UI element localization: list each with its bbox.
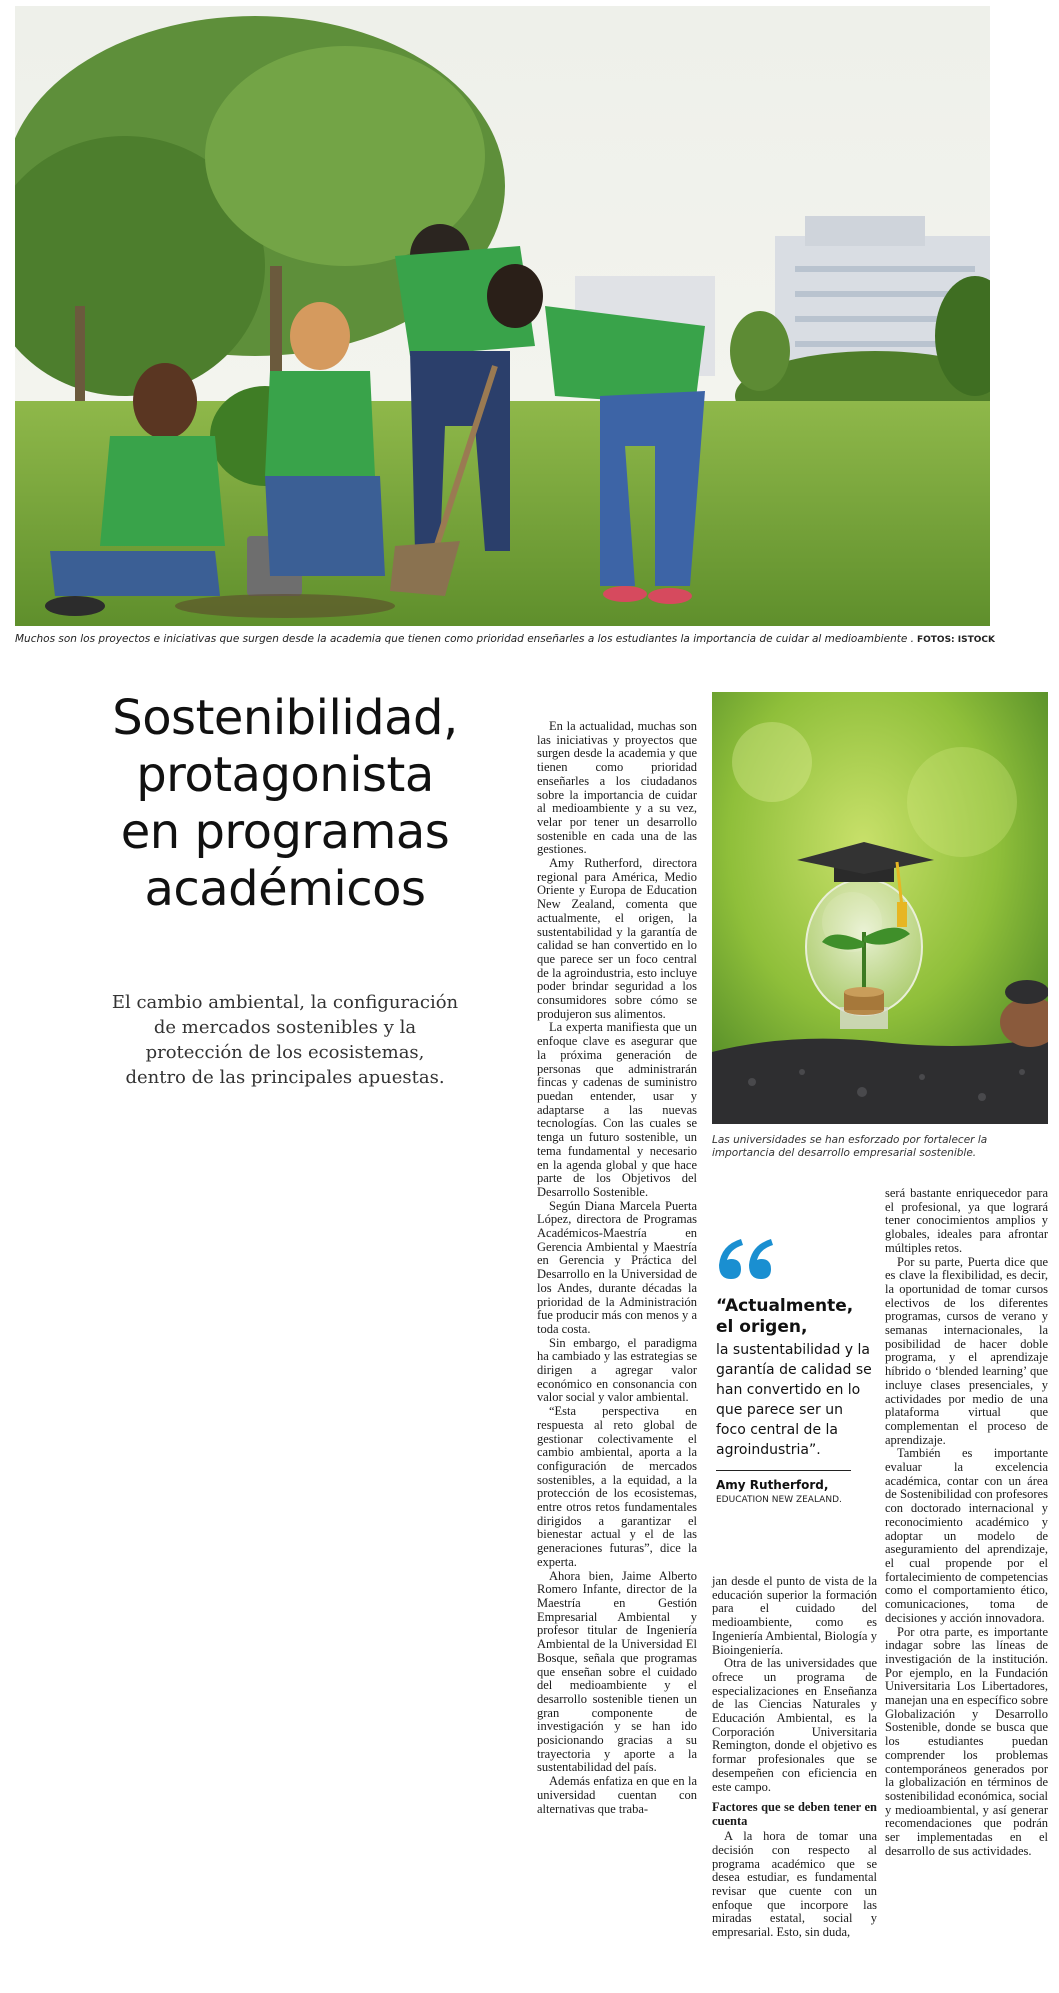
quote-author: Amy Rutherford, <box>716 1478 829 1492</box>
subheading: Factores que se deben tener en cuenta <box>712 1800 877 1829</box>
paragraph: jan desde el punto de vista de la educación superior la formación para el cuidado del medioambiente, como es Ingeniería Ambiental, Biología y Bioingeniería. <box>712 1574 877 1657</box>
paragraph: Otra de las universidades que ofrece un programa de especializaciones en Enseñanza de las Ciencias Naturales y Educación Ambiental, es la Corporación Universitaria Remington, donde el objetivo es formar profesionales que se desempeñen con eficiencia en este campo. <box>712 1656 877 1794</box>
side-photo-caption: Las universidades se han esforzado por fortalecer la importancia del desarrollo empresarial sostenible. <box>712 1134 988 1159</box>
photo-credit: FOTOS: ISTOCK <box>916 635 995 645</box>
quote-lead: “Actualmente, el origen, <box>716 1296 854 1337</box>
body-column-2 <box>712 1575 877 1940</box>
quote-body: la sustentabilidad y la garantía de calidad se han convertido en lo que parece ser un foco central de la agroindustria”. <box>716 1342 872 1458</box>
quote-open-icon <box>715 1235 775 1285</box>
hero-photo <box>15 6 990 626</box>
paragraph: Sin embargo, el paradigma ha cambiado y las estrategias se dirigen a agregar valor económico en consonancia con valor social y valor ambiental. <box>537 1335 697 1405</box>
hero-caption <box>15 633 1015 645</box>
body-column-3 <box>885 1187 1048 1858</box>
side-photo <box>712 692 1048 1124</box>
quote-divider <box>716 1470 851 1471</box>
paragraph: Ahora bien, Jaime Alberto Romero Infante, director de la Maestría en Gestión Empresarial Ambiental y profesor titular de Ingeniería Ambiental de la Universidad El Bosque, señala que programas que enseñan sobre el cuidado del medioambiente y el desarrollo sostenible tienen un gran componente de investigación y se han ido posicionando gracias a su trayectoria y aporte a la sustentabilidad del país. <box>537 1568 697 1775</box>
paragraph: La experta manifiesta que un enfoque clave es asegurar que la próxima generación de personas que administrarán fincas y cadenas de suministro puedan entender, usar y adaptarse a las nuevas tecnologías. Con las cuales se tenga un futuro sostenible, un tema fundamental y necesario en la agenda global y que hace parte de los Objetivos del Desarrollo Sostenible. <box>537 1020 697 1199</box>
paragraph: Además enfatiza en que en la universidad cuentan con alternativas que traba- <box>537 1774 697 1816</box>
paragraph: En la actualidad, muchas son las iniciativas y proyectos que surgen desde la academia y que tienen como prioridad enseñarles a los ciudadanos sobre la importancia de cuidar al medioambiente y a su vez, velar por tener un desarrollo sostenible en cada una de las gestiones. <box>537 719 697 857</box>
hero-illustration <box>15 6 990 626</box>
deck-line: protección de los ecosistemas, <box>145 1042 425 1063</box>
article-deck <box>95 990 475 1090</box>
deck-line: de mercados sostenibles y la <box>153 1017 417 1038</box>
headline-line: en programas <box>120 804 450 860</box>
quote-glyph <box>715 1235 775 1285</box>
headline-line: protagonista <box>136 747 434 803</box>
deck-line: dentro de las principales apuestas. <box>125 1067 445 1088</box>
paragraph: Por otra parte, es importante indagar sobre las líneas de investigación de la institución. Por ejemplo, en la Fundación Universitaria Los Libertadores, manejan una en específico sobre Globalización y Desarrollo Sostenible, donde se busca que los estudiantes puedan comprender los problemas contemporáneos generados por la globalización en términos de sostenibilidad económica, social y medioambiental, y así generar recomendaciones que podrán ser implementadas en el desarrollo de sus actividades. <box>885 1624 1048 1858</box>
paragraph: También es importante evaluar la excelencia académica, contar con un área de Sostenibilidad con profesores con doctorado internacional y reconocimiento académico y adoptar un modelo de aseguramiento del aprendizaje, el cual propende por el fortalecimiento de competencias como el comportamiento ético, comunicaciones, toma de decisiones y acción innovadora. <box>885 1446 1048 1625</box>
paragraph: será bastante enriquecedor para el profesional, ya que logrará tener conocimientos amplios y globales, ideales para afrontar múltiples retos. <box>885 1186 1048 1255</box>
body-column-1 <box>537 720 697 1816</box>
deck-line: El cambio ambiental, la configuración <box>111 992 459 1013</box>
paragraph: A la hora de tomar una decisión con respecto al programa académico que se desea estudiar, es fundamental revisar que cuente con un enfoque que incorpore las miradas estatal, social y empresarial. Esto, sin duda, <box>712 1829 877 1940</box>
headline-line: Sostenibilidad, <box>112 690 458 746</box>
paragraph: Amy Rutherford, directora regional para América, Medio Oriente y Europa de Education New Zealand, comenta que actualmente, el origen, la sustentabilidad y la garantía de calidad se han convertido en lo que parece ser un foco central de la agroindustria, esto incluye poder brindar seguridad a los consumidores sobre cómo se produjeron sus alimentos. <box>537 856 697 1021</box>
paragraph: “Esta perspectiva en respuesta al reto global de gestionar colectivamente el cambio ambiental, aporta a la configuración de mercados sostenibles, a la equidad, a la protección de los ecosistemas, entre otros retos fundamentales dirigidos a garantizar el bienestar actual y el de las generaciones futuras”, dice la experta. <box>537 1404 697 1569</box>
hero-caption-text: Muchos son los proyectos e iniciativas que surgen desde la academia que tienen como prioridad enseñarles a los estudiantes la importancia de cuidar al medioambiente . <box>15 633 914 645</box>
paragraph: Según Diana Marcela Puerta López, directora de Programas Académicos-Maestría en Gerencia Ambiental y Maestría en Gerencia y Práctica del Desarrollo en la Universidad de los Andes, durante décadas la prioridad de la Administración fue producir más con menos y a toda costa. <box>537 1198 697 1336</box>
headline-line: académicos <box>144 861 426 917</box>
paragraph: Por su parte, Puerta dice que es clave la flexibilidad, es decir, la oportunidad de tomar cursos electivos de los diferentes programas, cursos de verano y semanas internacionales, la posibilidad de hacer doble programa, y el aprendizaje híbrido o ‘blended learning’ que incluye clases presenciales, y actividades por medio de una plataforma virtual que complementan el proceso de aprendizaje. <box>885 1254 1048 1447</box>
article-headline <box>90 690 480 918</box>
lightbulb-illustration <box>712 692 1048 1124</box>
quote-organization: EDUCATION NEW ZEALAND. <box>716 1495 842 1505</box>
